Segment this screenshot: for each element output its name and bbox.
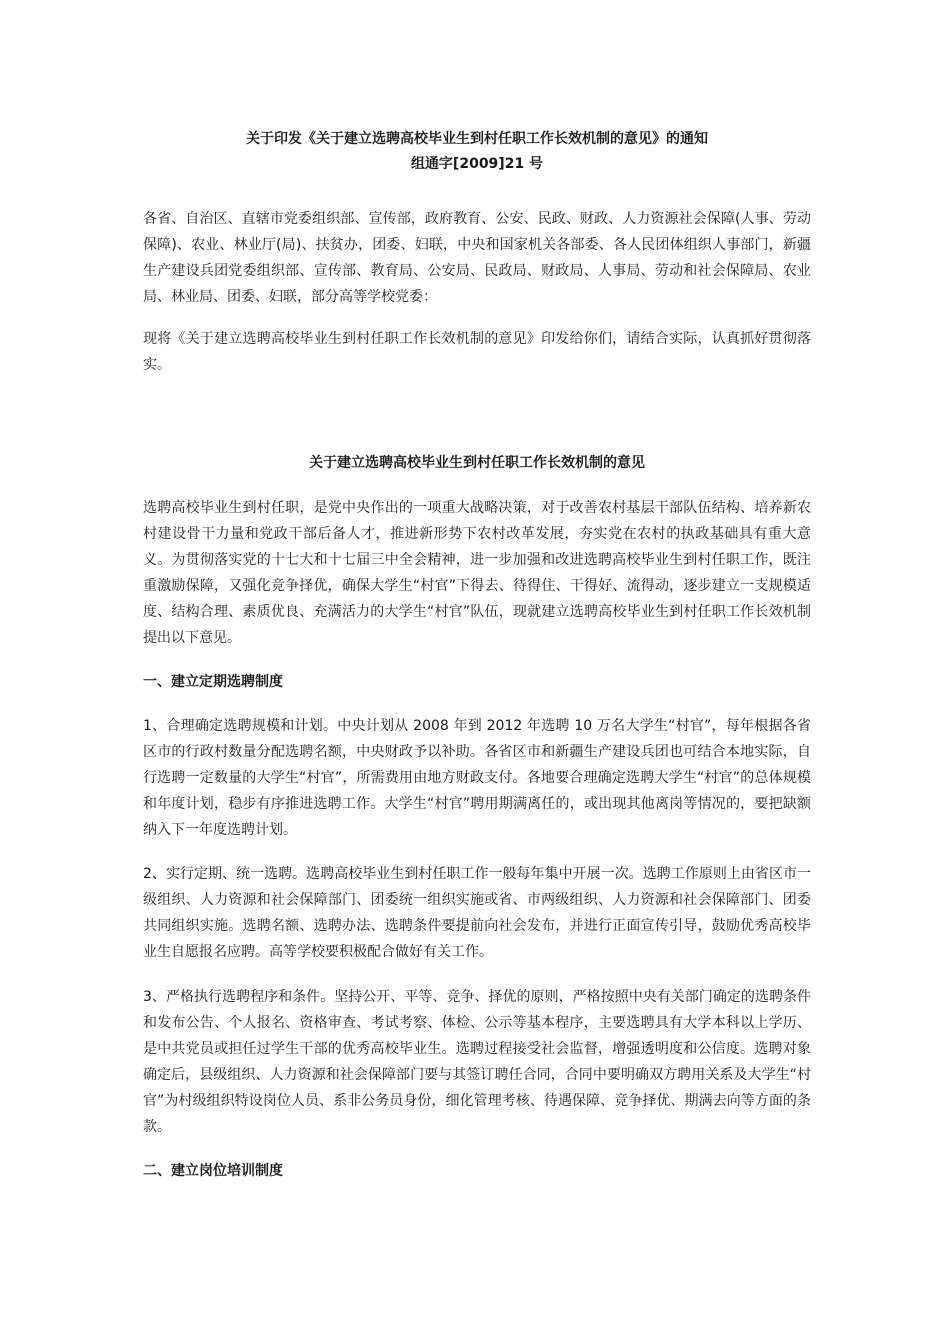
document-page: [143, 120, 811, 1184]
document-number: 组通字[2009]21 号: [410, 156, 544, 172]
section-1-item-1: 1、合理确定选聘规模和计划。中央计划从 2008 年到 2012 年选聘 10 万名大学生“村官”，每年根据各省区市的行政村数量分配选聘名额，中央财政予以补助。各省区市和新疆生产建设兵团也可结合本地实际，自行选聘一定数量的大学生“村官”，所需费用由地方财政支付。各地要合理确定选聘大学生“村官”的总体规模和年度计划，稳步有序推进选聘工作。大学生“村官”聘用期满离任的，或出现其他离岗等情况的，要把缺额纳入下一年度选聘计划。: [143, 718, 811, 838]
notice-title-block: [143, 127, 811, 177]
notice-intro-paragraph: 现将《关于建立选聘高校毕业生到村任职工作长效机制的意见》印发给你们，请结合实际，认真抓好贯彻落实。: [143, 331, 811, 373]
opinion-title: 关于建立选聘高校毕业生到村任职工作长效机制的意见: [309, 455, 645, 471]
section-1-item-2: 2、实行定期、统一选聘。选聘高校毕业生到村任职工作一般每年集中开展一次。选聘工作原则上由省区市一级组织、人力资源和社会保障部门、团委统一组织实施或省、市两级组织、人力资源和社会保障部门、团委共同组织实施。选聘名额、选聘办法、选聘条件要提前向社会发布，并进行正面宣传引导，鼓励优秀高校毕业生自愿报名应聘。高等学校要积极配合做好有关工作。: [143, 866, 811, 960]
opinion-intro-paragraph: 选聘高校毕业生到村任职，是党中央作出的一项重大战略决策，对于改善农村基层干部队伍结构、培养新农村建设骨干力量和党政干部后备人才，推进新形势下农村改革发展，夯实党在农村的执政基础具有重大意义。为贯彻落实党的十七大和十七届三中全会精神，进一步加强和改进选聘高校毕业生到村任职工作，既注重激励保障，又强化竞争择优，确保大学生“村官”下得去、待得住、干得好、流得动，逐步建立一支规模适度、结构合理、素质优良、充满活力的大学生“村官”队伍，现就建立选聘高校毕业生到村任职工作长效机制提出以下意见。: [143, 500, 811, 646]
section-heading-1: 一、建立定期选聘制度: [143, 674, 283, 690]
section-1-item-3: 3、严格执行选聘程序和条件。坚持公开、平等、竞争、择优的原则，严格按照中央有关部门确定的选聘条件和发布公告、个人报名、资格审查、考试考察、体检、公示等基本程序，主要选聘具有大学本科以上学历、是中共党员或担任过学生干部的优秀高校毕业生。选聘过程接受社会监督，增强透明度和公信度。选聘对象确定后，县级组织、人力资源和社会保障部门要与其签订聘任合同，合同中要明确双方聘用关系及大学生“村官”为村级组织特设岗位人员、系非公务员身份，细化管理考核、待遇保障、竞争择优、期满去向等方面的条款。: [143, 989, 811, 1135]
notice-title: 关于印发《关于建立选聘高校毕业生到村任职工作长效机制的意见》的通知: [246, 131, 708, 147]
addressee-paragraph: 各省、自治区、直辖市党委组织部、宣传部，政府教育、公安、民政、财政、人力资源社会保障(人事、劳动保障)、农业、林业厅(局)、扶贫办，团委、妇联，中央和国家机关各部委、各人民团体组织人事部门，新疆生产建设兵团党委组织部、宣传部、教育局、公安局、民政局、财政局、人事局、劳动和社会保障局、农业局、林业局、团委、妇联，部分高等学校党委：: [143, 211, 811, 305]
section-heading-2: 二、建立岗位培训制度: [143, 1163, 283, 1179]
